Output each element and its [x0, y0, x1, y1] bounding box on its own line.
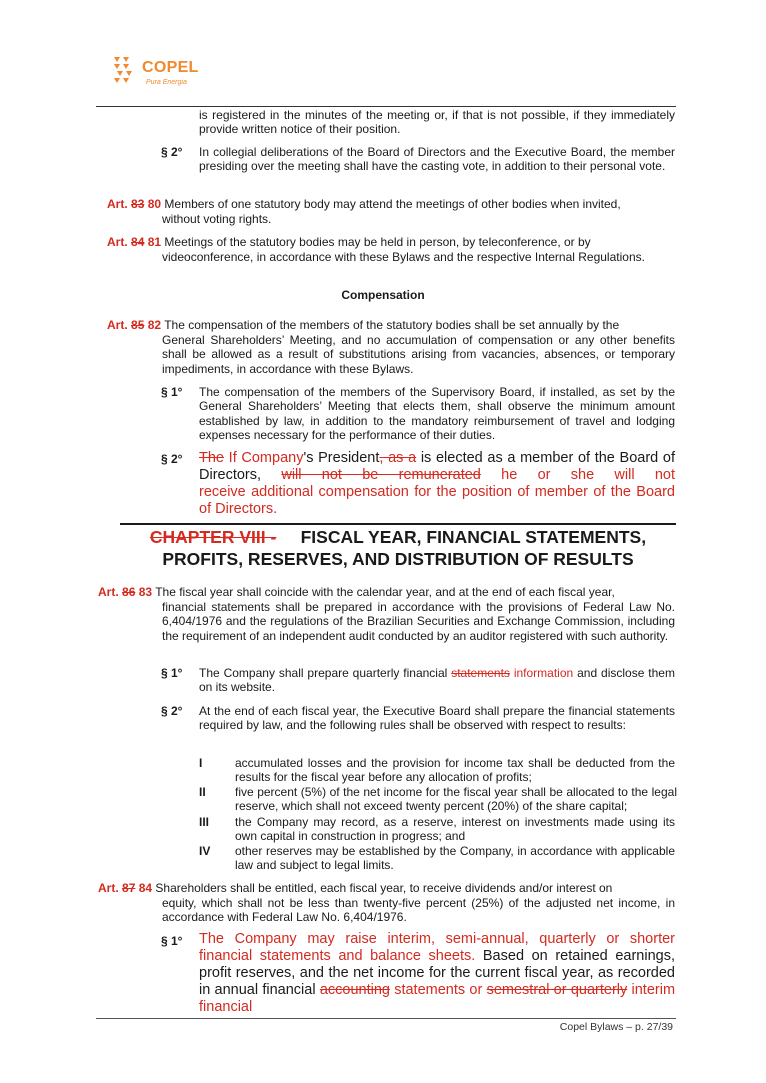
article-new-number: 82 [147, 318, 162, 332]
deleted-text: statements [451, 666, 510, 680]
logo-tagline: Pura Energia [146, 79, 187, 86]
paragraph-label: § 1° [161, 666, 183, 680]
item-number: I [199, 756, 203, 770]
kept-text: and disclose them on its website. [199, 666, 675, 695]
header-divider [96, 106, 676, 107]
article-prefix: Art. [107, 235, 128, 249]
kept-text: Based on retained earnings, profit reserves, and the net income for the current fiscal year, as recorded in annual financial [199, 948, 675, 998]
item-text: other reserves may be established by the Company, in accordance with applicable law and subject to legal limits. [235, 844, 675, 873]
deleted-text: The [199, 450, 224, 466]
kept-text: is elected as a member of the Board of [420, 450, 675, 466]
kept-text: Directors, [199, 467, 262, 483]
article-new-number: 81 [147, 235, 162, 249]
article-82 [107, 318, 675, 332]
section-heading-compensation: Compensation [341, 288, 425, 302]
item-number: IV [199, 844, 211, 858]
article-new-number: 84 [138, 881, 153, 895]
deleted-text: , as a [379, 450, 417, 466]
article-prefix: Art. [107, 318, 128, 332]
inserted-text: information [513, 666, 574, 680]
paragraph-label: § 2° [161, 704, 183, 718]
article-prefix: Art. [98, 585, 119, 599]
paragraph-text: In collegial deliberations of the Board of Directors and the Executive Board, the member presiding over the meeting shall have the casting vote, in addition to their personal vote. [199, 145, 675, 174]
deleted-text: accounting [319, 982, 390, 998]
article-text: The compensation of the members of the statutory bodies shall be set annually by the [164, 318, 620, 332]
inserted-text: If Company [228, 450, 304, 466]
company-logo [112, 55, 222, 95]
item-text: the Company may record, as a reserve, interest on investments made using its own capital in construction in progress; and [235, 815, 675, 844]
chapter-title-line1: FISCAL YEAR, FINANCIAL STATEMENTS, [300, 527, 647, 547]
paragraph-text-amended [199, 666, 675, 695]
kept-text: 's President [303, 450, 380, 466]
chapter-divider [120, 523, 676, 525]
amended-line [199, 467, 675, 484]
paragraph-text-amended [199, 931, 675, 1016]
kept-text: The Company shall prepare quarterly financial [199, 666, 448, 680]
copel-logo-icon [112, 55, 140, 87]
article-text: Members of one statutory body may attend the meetings of other bodies when invited, [164, 197, 621, 211]
inserted-text: interim financial [199, 982, 676, 1015]
article-old-number: 86 [122, 585, 136, 599]
article-text: The fiscal year shall coincide with the calendar year, and at the end of each fiscal year, [155, 585, 615, 599]
chapter-title [120, 526, 676, 570]
article-new-number: 83 [138, 585, 153, 599]
page-footer: Copel Bylaws – p. 27/39 [559, 1021, 673, 1033]
paragraph-text: At the end of each fiscal year, the Executive Board shall prepare the financial statements required by law, and the following rules shall be observed with respect to results: [199, 704, 675, 733]
article-80-continuation: without voting rights. [162, 212, 272, 226]
article-old-number: 84 [131, 235, 145, 249]
article-83 [98, 585, 675, 599]
inserted-text: or [469, 982, 483, 998]
item-text: five percent (5%) of the net income for the fiscal year shall be allocated to the legal reserve, which shall not exceed twenty percent (20%) of the share capital; [235, 785, 677, 814]
article-84 [98, 881, 675, 895]
paragraph-label: § 2° [161, 145, 183, 159]
article-prefix: Art. [107, 197, 128, 211]
footer-divider [96, 1018, 676, 1019]
item-number: II [199, 785, 206, 799]
deleted-text: will not be remunerated [281, 467, 481, 483]
article-prefix: Art. [98, 881, 119, 895]
article-81-continuation: videoconference, in accordance with these Bylaws and the respective Internal Regulations. [162, 250, 645, 264]
deleted-chapter-number: CHAPTER VIII - [149, 527, 277, 547]
article-old-number: 83 [131, 197, 145, 211]
amended-line [199, 450, 675, 467]
paragraph-text-amended [199, 450, 675, 518]
paragraph-label: § 1° [161, 934, 183, 948]
article-new-number: 80 [147, 197, 162, 211]
article-old-number: 85 [131, 318, 145, 332]
inserted-text: he or she will not [501, 467, 676, 483]
paragraph-label: § 2° [161, 452, 183, 466]
item-text: accumulated losses and the provision for income tax shall be deducted from the results for the fiscal year before any allocation of profits; [235, 756, 675, 785]
inserted-text: receive additional compensation for the position of member of the Board of Directors. [199, 484, 675, 517]
deleted-text: semestral or quarterly [486, 982, 628, 998]
inserted-text: The Company may raise interim, semi-annual, quarterly or shorter financial statements and balance sheets. [199, 931, 675, 964]
inserted-text: statements [394, 982, 466, 998]
article-text: Meetings of the statutory bodies may be held in person, by teleconference, or by [164, 235, 591, 249]
article-84-continuation: equity, which shall not be less than twenty-five percent (25%) of the adjusted net income, in accordance with Federal Law No. 6,404/1976. [162, 896, 675, 925]
continuation-paragraph: is registered in the minutes of the meeting or, if that is not possible, if they immediately provide written notice of their position. [199, 108, 675, 137]
article-old-number: 87 [122, 881, 136, 895]
paragraph-label: § 1° [161, 385, 183, 399]
article-80 [107, 197, 675, 211]
logo-name: COPEL [142, 59, 199, 76]
item-number: III [199, 815, 210, 829]
paragraph-text: The compensation of the members of the Supervisory Board, if installed, as set by the General Shareholders’ Meeting that elects them, shall observe the minimum amount established by law, in addition to the mandatory reimbursement of travel and lodging expenses necessary for the performance of their duties. [199, 385, 675, 442]
article-text: Shareholders shall be entitled, each fiscal year, to receive dividends and/or interest on [155, 881, 613, 895]
article-83-continuation: financial statements shall be prepared in accordance with the provisions of Federal Law No. 6,404/1976 and the regulations of the Brazilian Securities and Exchange Commission, including the requirement of an independent audit conducted by an auditor registered with such authority. [162, 600, 675, 643]
chapter-title-line2: PROFITS, RESERVES, AND DISTRIBUTION OF RESULTS [162, 549, 634, 569]
article-82-continuation: General Shareholders’ Meeting, and no accumulation of compensation or any other benefits shall be allowed as a result of substitutions arising from vacancies, absences, or temporary impediments, in accordance with these Bylaws. [162, 333, 675, 376]
article-81 [107, 235, 675, 249]
